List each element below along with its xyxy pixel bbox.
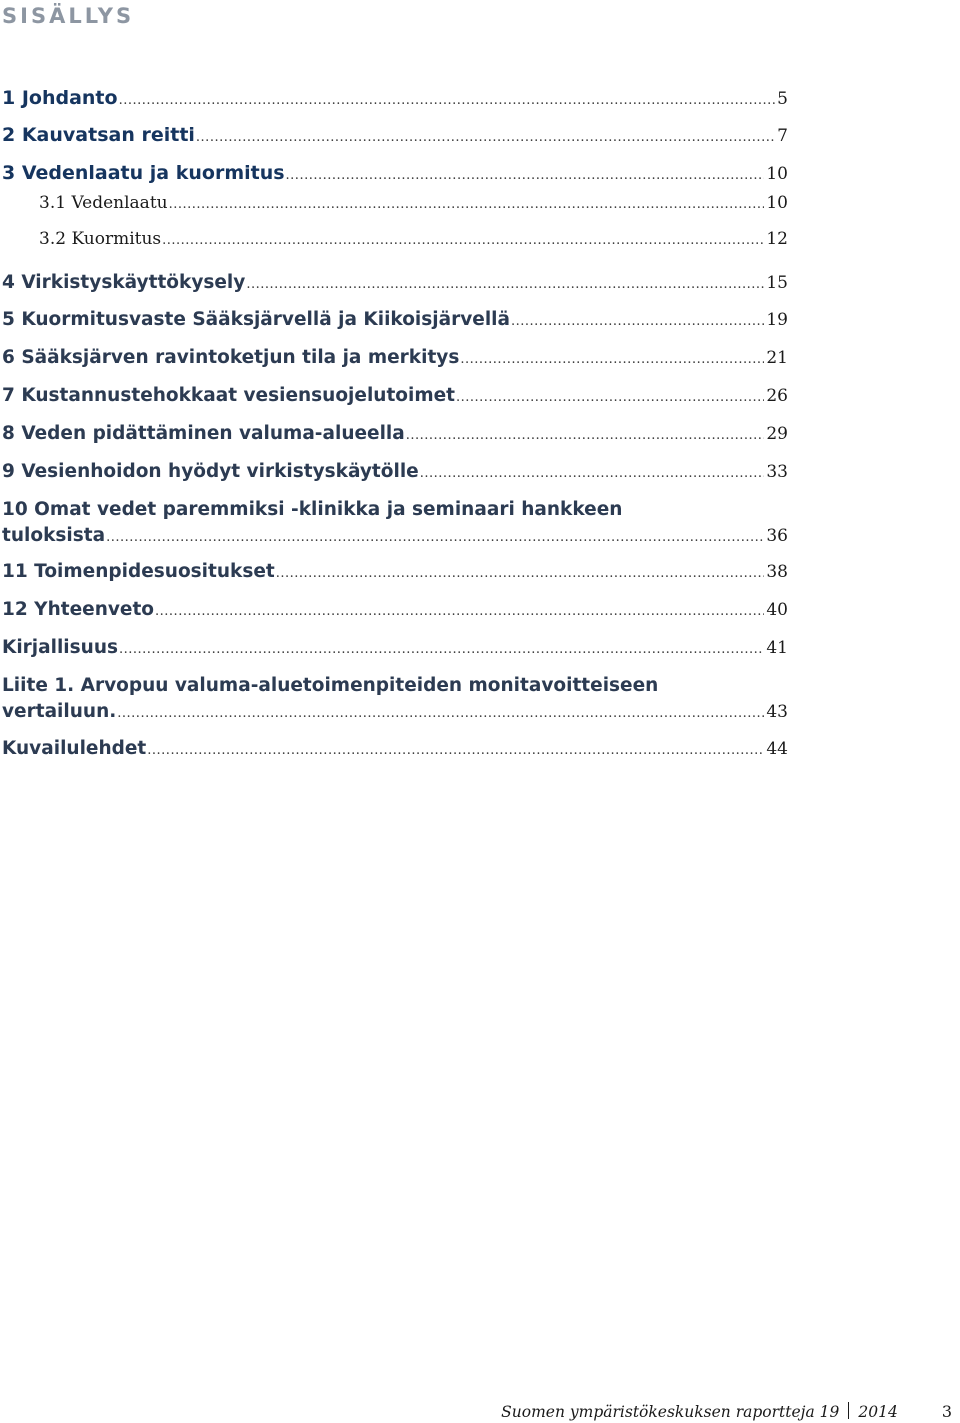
toc-entry-virkistyskayttokysely[interactable]	[2, 270, 788, 298]
toc-entry-toimenpidesuositukset[interactable]	[2, 559, 788, 587]
toc-entry-page: 38	[766, 562, 788, 582]
toc-entry-page: 40	[766, 600, 788, 620]
toc-entry-page: 43	[766, 702, 788, 722]
toc-entry-vesienhoidon-hyodyt[interactable]	[2, 459, 788, 487]
dot-leader	[147, 736, 764, 764]
dot-leader	[456, 383, 764, 411]
dot-leader	[162, 226, 764, 254]
toc-entry-kuormitus[interactable]	[2, 226, 788, 254]
toc-entry-title: 11 Toimenpidesuositukset	[2, 561, 275, 582]
dot-leader	[169, 190, 765, 218]
toc-entry-page: 26	[766, 386, 788, 406]
dot-leader	[119, 86, 776, 114]
dot-leader	[119, 635, 764, 663]
toc-entry-title: vertailuun.	[2, 701, 117, 722]
footer-series: Suomen ympäristökeskuksen raportteja 19	[501, 1403, 840, 1421]
toc-entry-title-line1: 10 Omat vedet paremmiksi -klinikka ja seminaari hankkeen	[2, 499, 623, 520]
toc-entry-title: 8 Veden pidättäminen valuma-alueella	[2, 423, 405, 444]
toc-entry-page: 5	[777, 89, 788, 109]
dot-leader	[276, 559, 765, 587]
dot-leader	[246, 270, 764, 298]
toc-entry-page: 44	[766, 739, 788, 759]
toc-entry-title: 2 Kauvatsan reitti	[2, 124, 195, 146]
toc-entry-kuormitusvaste[interactable]	[2, 307, 788, 335]
toc-entry-vesiensuojelutoimet[interactable]	[2, 383, 788, 411]
toc-entry-page: 29	[766, 424, 788, 444]
toc-entry-page: 10	[766, 193, 788, 213]
toc-entry-page: 36	[766, 526, 788, 546]
toc-entry-veden-pidattaminen[interactable]	[2, 421, 788, 449]
footer-year: 2014	[858, 1403, 898, 1421]
toc-entry-kuvailulehdet[interactable]	[2, 736, 788, 764]
dot-leader	[106, 523, 764, 551]
dot-leader	[460, 345, 764, 373]
toc-entry-page: 19	[766, 310, 788, 330]
toc-entry-title: 1 Johdanto	[2, 87, 118, 109]
dot-leader	[286, 161, 765, 189]
toc-entry-title: 3.2 Kuormitus	[39, 229, 162, 249]
toc-entry-kirjallisuus[interactable]	[2, 635, 788, 663]
toc-entry-title-line1: Liite 1. Arvopuu valuma-aluetoimenpiteiden monitavoitteiseen	[2, 675, 659, 696]
toc-entry-page: 12	[766, 229, 788, 249]
toc-entry-title: 3.1 Vedenlaatu	[39, 193, 168, 213]
toc-entry-kauvatsan-reitti[interactable]	[2, 122, 788, 151]
toc-entry-page: 21	[766, 348, 788, 368]
toc-entry-page: 7	[777, 126, 788, 146]
page-footer	[501, 1400, 952, 1421]
toc-entry-title: 7 Kustannustehokkaat vesiensuojelutoimet	[2, 385, 456, 406]
footer-divider	[848, 1402, 849, 1419]
toc-entry-title: Kirjallisuus	[2, 637, 119, 658]
toc-entry-title: 4 Virkistyskäyttökysely	[2, 272, 246, 293]
toc-entry-title: tuloksista	[2, 525, 106, 546]
toc-entry-ravintoketju[interactable]	[2, 345, 788, 373]
toc-entry-page: 15	[766, 273, 788, 293]
toc-entry-title: 5 Kuormitusvaste Sääksjärvellä ja Kiikoisjärvellä	[2, 309, 511, 330]
toc-entry-title: 12 Yhteenveto	[2, 599, 155, 620]
toc-entry-title: 3 Vedenlaatu ja kuormitus	[2, 162, 285, 184]
toc-entry-page: 41	[766, 638, 788, 658]
toc-entry-liite-1[interactable]	[2, 673, 788, 727]
dot-leader	[511, 307, 764, 335]
page-number: 3	[941, 1402, 952, 1421]
toc-entry-vedenlaatu[interactable]	[2, 190, 788, 218]
toc-entry-johdanto[interactable]	[2, 85, 788, 114]
dot-leader	[155, 597, 764, 625]
dot-leader	[406, 421, 765, 449]
toc-entry-title: 9 Vesienhoidon hyödyt virkistyskäytölle	[2, 461, 419, 482]
dot-leader	[196, 123, 775, 151]
toc-entry-yhteenveto[interactable]	[2, 597, 788, 625]
toc-entry-title: Kuvailulehdet	[2, 738, 147, 759]
dot-leader	[117, 699, 764, 727]
toc-entry-omat-vedet-paremmiksi[interactable]	[2, 497, 788, 551]
page-heading: SISÄLLYS	[2, 4, 135, 28]
dot-leader	[420, 459, 765, 487]
toc-entry-page: 10	[766, 164, 788, 184]
toc-entry-page: 33	[766, 462, 788, 482]
toc-entry-title: 6 Sääksjärven ravintoketjun tila ja merkitys	[2, 347, 460, 368]
toc-entry-vedenlaatu-ja-kuormitus[interactable]	[2, 160, 788, 189]
